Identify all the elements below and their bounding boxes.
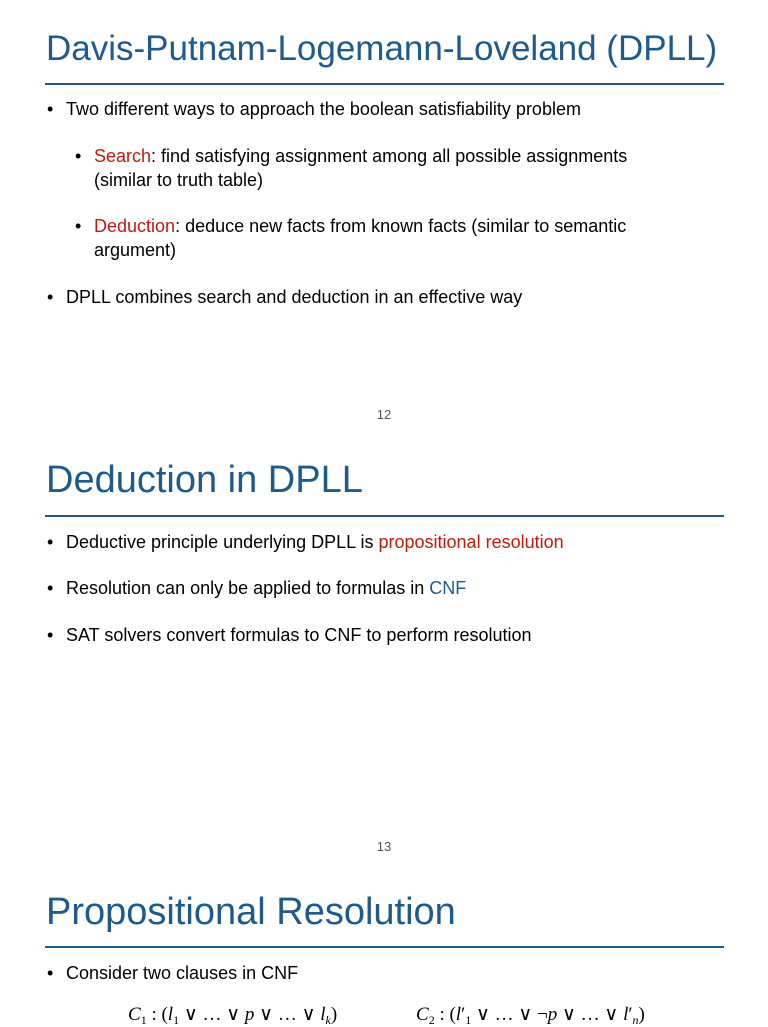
page-number: 13	[376, 839, 392, 854]
bullet-dot: •	[47, 625, 54, 645]
highlight-term: CNF	[429, 578, 467, 598]
clause-c1: $C_1$ : ($l_1$ ∨ … ∨ p ∨ … ∨ $l_k$)	[128, 1004, 338, 1027]
bullet-item	[47, 961, 299, 985]
clause-c2: $C_2$ : ($l'_1$ ∨ … ∨ ¬p ∨ … ∨ $l'_n$)	[416, 1004, 645, 1027]
highlight-term: propositional resolution	[378, 532, 564, 552]
bullet-text: Deductive principle underlying DPLL is	[66, 532, 379, 552]
bullet-dot: •	[47, 99, 54, 119]
bullet-dot: •	[47, 532, 54, 552]
clause-symbol: C	[416, 1004, 429, 1025]
clause-symbol: C	[128, 1004, 141, 1025]
bullet-text: SAT solvers convert formulas to CNF to perform resolution	[66, 625, 532, 645]
slide-title: Davis-Putnam-Logemann-Loveland (DPLL)	[46, 29, 718, 68]
bullet-text-continued: argument)	[94, 240, 177, 260]
bullet-text: Two different ways to approach the boolean satisfiability problem	[66, 99, 581, 119]
highlight-term: Deduction	[94, 216, 176, 236]
bullet-dot: •	[75, 216, 82, 236]
bullet-dot: •	[75, 146, 82, 166]
bullet-text: DPLL combines search and deduction in an effective way	[66, 287, 523, 307]
bullet-text: Resolution can only be applied to formulas in	[66, 578, 430, 598]
slide-title: Propositional Resolution	[46, 891, 456, 933]
title-divider	[45, 946, 724, 948]
bullet-text: Consider two clauses in CNF	[66, 963, 299, 983]
bullet-text: : deduce new facts from known facts (similar to semantic	[175, 216, 627, 236]
bullet-dot: •	[47, 287, 54, 307]
slide-title: Deduction in DPLL	[46, 459, 363, 501]
bullet-dot: •	[47, 578, 54, 598]
highlight-term: Search	[94, 146, 152, 166]
bullet-text-continued: (similar to truth table)	[94, 170, 264, 190]
clause-index: 2	[428, 1013, 435, 1027]
clause-index: 1	[140, 1013, 147, 1027]
bullet-dot: •	[47, 963, 54, 983]
page-number: 12	[376, 407, 392, 422]
bullet-text: : find satisfying assignment among all possible assignments	[151, 146, 628, 166]
